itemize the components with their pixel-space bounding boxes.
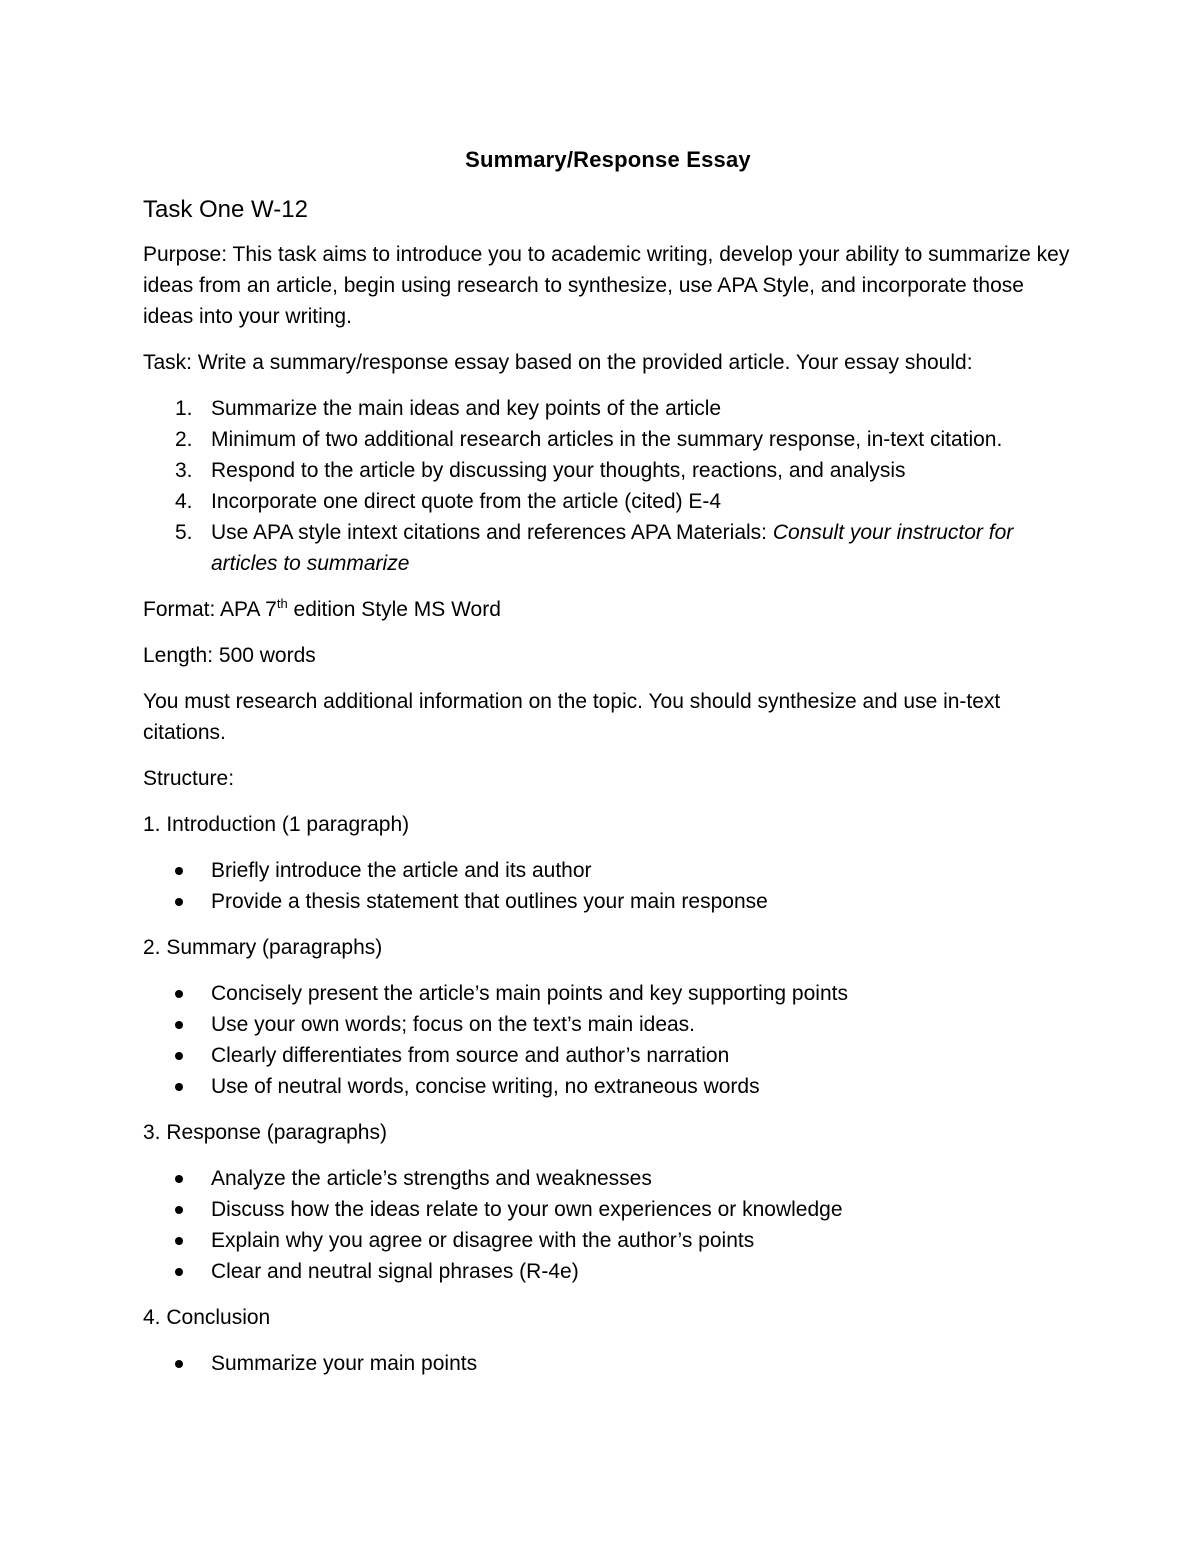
section-heading-conclusion: 4. Conclusion — [143, 1306, 271, 1329]
document-title: Summary/Response Essay — [465, 147, 751, 172]
list-item — [143, 855, 1073, 886]
task-item — [143, 393, 1073, 424]
task-item — [143, 424, 1073, 455]
bullet-text: Explain why you agree or disagree with the author’s points — [211, 1229, 755, 1252]
list-item — [143, 1163, 1073, 1194]
task-item-text: Respond to the article by discussing your thoughts, reactions, and analysis — [211, 459, 906, 482]
format-line — [143, 594, 1073, 625]
bullet-text: Use your own words; focus on the text’s main ideas. — [211, 1013, 696, 1036]
structure-label: Structure: — [143, 767, 235, 790]
format-superscript: th — [276, 596, 288, 611]
task-item-number: 3. — [175, 459, 193, 482]
bullet-icon — [175, 898, 183, 906]
bullet-text: Discuss how the ideas relate to your own experiences or knowledge — [211, 1198, 843, 1221]
task-item-italic-note: Consult your instructor for articles to summarize — [211, 521, 1014, 575]
bullet-text: Provide a thesis statement that outlines your main response — [211, 890, 768, 913]
bullet-icon — [175, 1052, 183, 1060]
task-item — [143, 486, 1073, 517]
format-prefix: Format: APA 7 — [143, 598, 277, 621]
bullet-icon — [175, 1175, 183, 1183]
document-subtitle: Task One W-12 — [143, 196, 308, 223]
task-item-number: 2. — [175, 428, 193, 451]
introduction-bullets — [143, 855, 1073, 917]
bullet-text: Use of neutral words, concise writing, no extraneous words — [211, 1075, 760, 1098]
purpose-paragraph: Purpose: This task aims to introduce you to academic writing, develop your ability to summarize key ideas from an article, begin using research to synthesize, use APA Style, and incorporate those ideas into your writing. — [143, 243, 1070, 328]
list-item — [143, 1071, 1073, 1102]
list-item — [143, 1256, 1073, 1287]
task-item-text: Incorporate one direct quote from the article (cited) E-4 — [211, 490, 722, 513]
task-item-number: 4. — [175, 490, 193, 513]
bullet-text: Briefly introduce the article and its author — [211, 859, 592, 882]
task-intro: Task: Write a summary/response essay based on the provided article. Your essay should: — [143, 351, 973, 374]
task-list — [143, 393, 1073, 579]
research-note: You must research additional information on the topic. You should synthesize and use in-text citations. — [143, 690, 1001, 744]
list-item — [143, 978, 1073, 1009]
bullet-icon — [175, 1268, 183, 1276]
section-heading-introduction: 1. Introduction (1 paragraph) — [143, 813, 410, 836]
format-suffix: edition Style MS Word — [287, 598, 501, 621]
list-item — [143, 886, 1073, 917]
bullet-icon — [175, 1360, 183, 1368]
document-body — [143, 142, 1073, 1394]
bullet-icon — [175, 1206, 183, 1214]
bullet-icon — [175, 1083, 183, 1091]
task-item-text: Use APA style intext citations and references APA Materials: — [211, 521, 773, 544]
conclusion-bullets — [143, 1348, 1073, 1379]
task-item-text: Minimum of two additional research articles in the summary response, in-text citation. — [211, 428, 1003, 451]
section-heading-response: 3. Response (paragraphs) — [143, 1121, 387, 1144]
length-line: Length: 500 words — [143, 644, 316, 667]
bullet-icon — [175, 990, 183, 998]
bullet-icon — [175, 1237, 183, 1245]
task-item-number: 5. — [175, 521, 193, 544]
task-item — [143, 517, 1073, 579]
bullet-text: Summarize your main points — [211, 1352, 478, 1375]
task-item-number: 1. — [175, 397, 193, 420]
bullet-icon — [175, 1021, 183, 1029]
list-item — [143, 1009, 1073, 1040]
summary-bullets — [143, 978, 1073, 1102]
list-item — [143, 1348, 1073, 1379]
list-item — [143, 1225, 1073, 1256]
task-item-text: Summarize the main ideas and key points of the article — [211, 397, 722, 420]
response-bullets — [143, 1163, 1073, 1287]
bullet-text: Clearly differentiates from source and author’s narration — [211, 1044, 730, 1067]
list-item — [143, 1194, 1073, 1225]
section-heading-summary: 2. Summary (paragraphs) — [143, 936, 383, 959]
bullet-text: Clear and neutral signal phrases (R-4e) — [211, 1260, 579, 1283]
task-item — [143, 455, 1073, 486]
bullet-text: Concisely present the article’s main points and key supporting points — [211, 982, 848, 1005]
bullet-icon — [175, 867, 183, 875]
bullet-text: Analyze the article’s strengths and weaknesses — [211, 1167, 652, 1190]
list-item — [143, 1040, 1073, 1071]
